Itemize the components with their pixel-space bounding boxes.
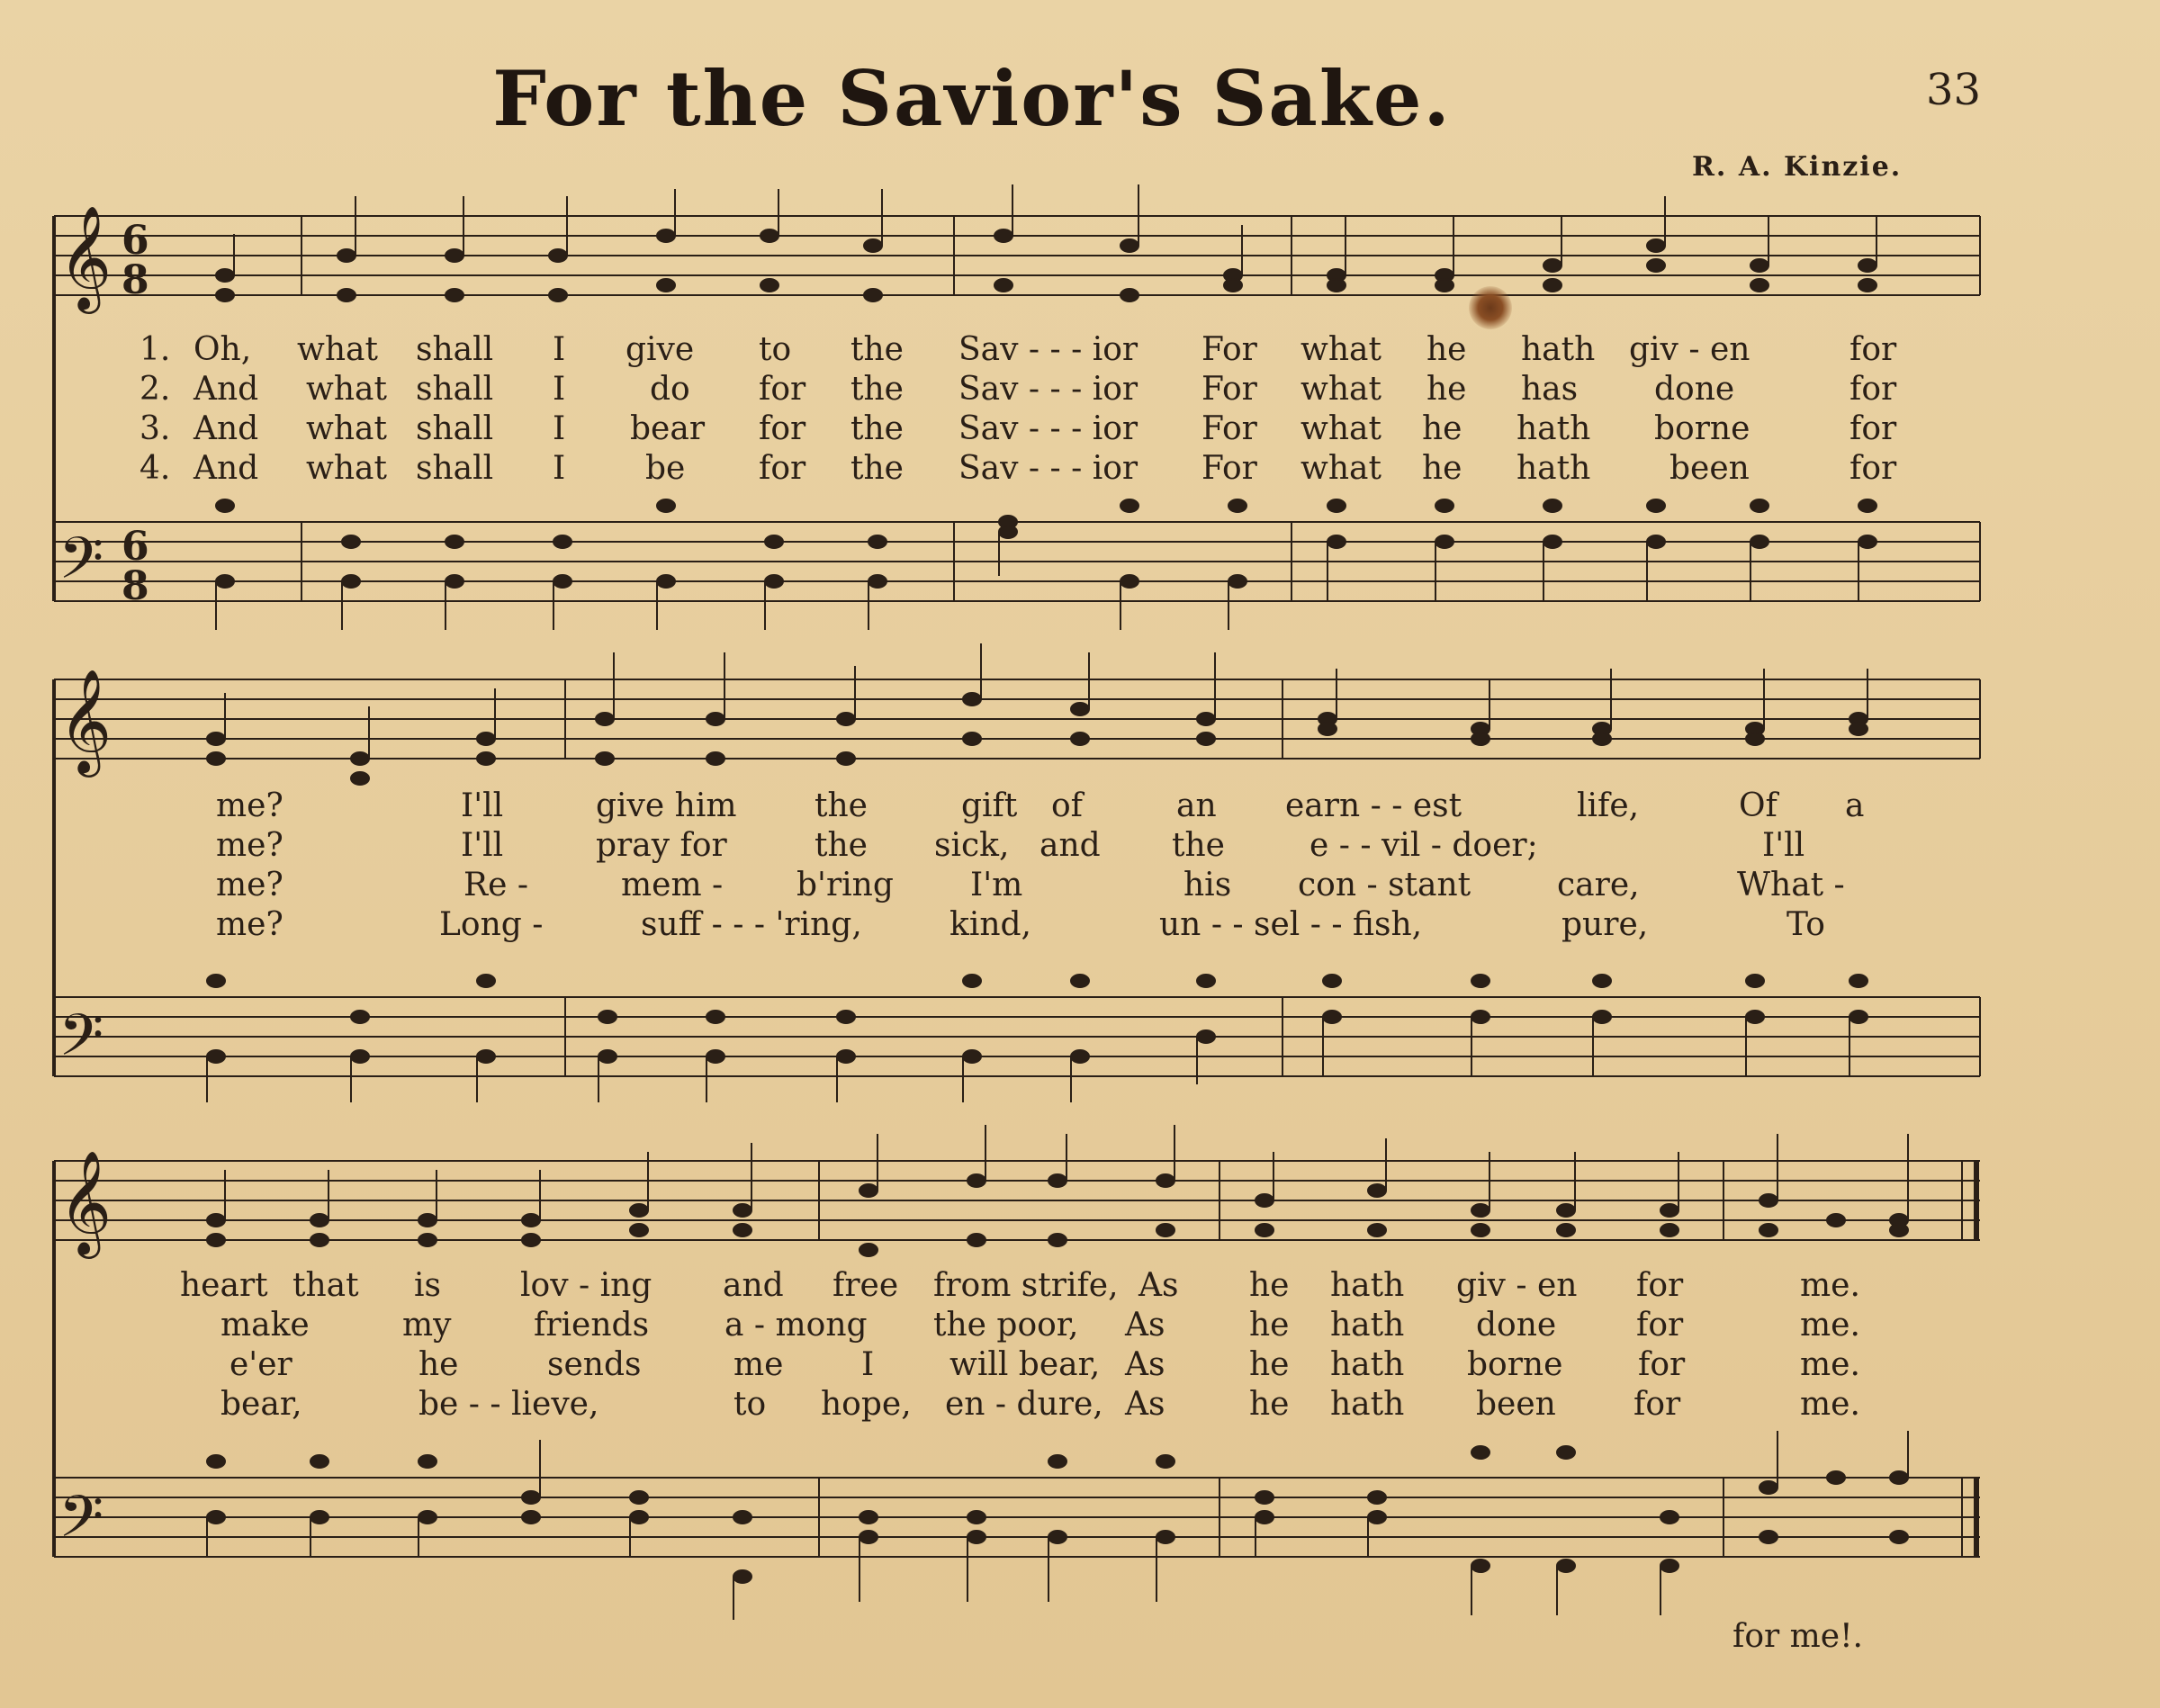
lyric-word: for — [1850, 331, 1897, 368]
lyric-word: a - mong — [724, 1307, 868, 1344]
lyric-word: gift — [961, 787, 1018, 824]
lyric-word: en - dure, — [945, 1386, 1103, 1423]
lyric-word: kind, — [950, 906, 1032, 943]
lyric-word: to — [734, 1386, 767, 1423]
svg-text:6: 6 — [122, 218, 149, 264]
music-system-3 — [0, 1125, 2160, 1629]
lyric-word: the poor, — [933, 1307, 1079, 1344]
lyric-word: giv - en — [1456, 1267, 1578, 1304]
lyric-word: Long - — [439, 906, 544, 943]
lyric-word: I — [861, 1346, 875, 1383]
lyric-word: me — [734, 1346, 784, 1383]
lyric-word: what — [1300, 331, 1382, 368]
lyric-word: done — [1476, 1307, 1557, 1344]
lyric-word: me. — [1800, 1386, 1860, 1423]
lyric-word: the — [814, 787, 868, 824]
lyric-word: what — [306, 410, 387, 447]
lyric-word: of — [1051, 787, 1083, 824]
lyric-word: for — [1850, 450, 1897, 487]
lyric-word: bear — [630, 410, 706, 447]
lyric-word: me? — [216, 787, 284, 824]
lyric-word: shall — [416, 331, 494, 368]
lyric-word: what — [297, 331, 378, 368]
lyric-word: hath — [1330, 1267, 1405, 1304]
svg-text:𝄢: 𝄢 — [58, 526, 104, 607]
lyric-word: As — [1125, 1346, 1166, 1383]
lyric-word: give him — [596, 787, 737, 824]
footnote-text: for me!. — [1732, 1618, 1864, 1655]
lyric-word: the — [850, 410, 904, 447]
svg-text:6: 6 — [122, 524, 149, 570]
lyric-word: what — [1300, 450, 1382, 487]
lyric-word: he — [1426, 331, 1467, 368]
lyric-word: me? — [216, 906, 284, 943]
lyric-word: he — [418, 1346, 459, 1383]
lyric-word: For — [1202, 410, 1257, 447]
lyric-word: earn - - est — [1285, 787, 1462, 824]
lyric-word: Sav - - - ior — [958, 410, 1138, 447]
lyric-word: my — [402, 1307, 452, 1344]
lyric-word: and — [723, 1267, 784, 1304]
svg-text:8: 8 — [122, 257, 149, 303]
lyric-word: is — [414, 1267, 441, 1304]
lyric-word: b'ring — [796, 867, 894, 903]
lyric-word: for — [1636, 1267, 1684, 1304]
lyric-word: I — [553, 331, 566, 368]
lyric-word: Oh, — [194, 331, 252, 368]
lyric-word: an — [1176, 787, 1217, 824]
lyric-word: the — [1172, 827, 1225, 864]
svg-text:8: 8 — [122, 563, 149, 609]
lyric-word: from strife, — [933, 1267, 1119, 1304]
lyric-word: As — [1125, 1307, 1166, 1344]
music-system-1: 𝄞 𝄢 6 8 6 8 1. Oh, what shall I give to the Sav - - - ior For what he hath giv - en for 2. And what shall I do for the Sav - - - ior For what he has done for 3. And what shall I bear for the Sav - - - ior For what he hath borne for 4. And what shall I be for the Sav - - - ior For what he hath been for — [0, 171, 2160, 648]
lyric-word: the — [850, 450, 904, 487]
lyric-word: care, — [1557, 867, 1640, 903]
lyric-word: and — [1040, 827, 1101, 864]
lyric-word: to — [759, 331, 792, 368]
lyric-word: he — [1249, 1267, 1290, 1304]
lyric-word: he — [1422, 450, 1462, 487]
lyric-word: the — [850, 331, 904, 368]
lyric-word: hath — [1516, 410, 1591, 447]
lyric-word: hath — [1521, 331, 1596, 368]
lyric-word: make — [220, 1307, 310, 1344]
lyric-word: shall — [416, 450, 494, 487]
lyric-word: As — [1125, 1386, 1166, 1423]
lyric-word: he — [1249, 1386, 1290, 1423]
lyric-word: what — [306, 371, 387, 408]
lyric-word: for — [759, 371, 806, 408]
lyric-word: I — [553, 371, 566, 408]
lyric-word: And — [194, 450, 259, 487]
lyric-word: For — [1202, 371, 1257, 408]
lyric-word: do — [650, 371, 690, 408]
lyric-word: what — [1300, 410, 1382, 447]
lyric-word: life, — [1577, 787, 1640, 824]
lyric-word: me. — [1800, 1346, 1860, 1383]
ink-stain — [1469, 286, 1512, 329]
lyric-word: friends — [534, 1307, 650, 1344]
lyric-word: bear, — [220, 1386, 302, 1423]
lyric-word: give — [626, 331, 695, 368]
lyric-word: con - stant — [1298, 867, 1472, 903]
lyric-word: I'll — [1762, 827, 1805, 864]
lyric-word: e'er — [230, 1346, 292, 1383]
lyric-word: for — [1636, 1307, 1684, 1344]
lyric-word: e - - vil - doer; — [1310, 827, 1538, 864]
lyric-word: pray for — [596, 827, 727, 864]
lyric-word: be — [645, 450, 686, 487]
lyric-word: for — [759, 450, 806, 487]
lyric-word: hath — [1330, 1346, 1405, 1383]
lyric-word: To — [1786, 906, 1825, 943]
lyric-word: he — [1249, 1307, 1290, 1344]
lyric-word: what — [1300, 371, 1382, 408]
lyric-word: be - - lieve, — [418, 1386, 599, 1423]
lyric-word: hath — [1330, 1386, 1405, 1423]
lyric-word: what — [306, 450, 387, 487]
lyric-word: I — [553, 450, 566, 487]
lyric-word: his — [1184, 867, 1232, 903]
lyric-word: for — [1850, 410, 1897, 447]
lyric-word: As — [1138, 1267, 1179, 1304]
lyric-word: Sav - - - ior — [958, 371, 1138, 408]
lyric-word: hath — [1516, 450, 1591, 487]
lyric-word: for — [759, 410, 806, 447]
lyric-word: that — [292, 1267, 359, 1304]
lyric-word: me? — [216, 867, 284, 903]
lyric-word: shall — [416, 410, 494, 447]
lyric-word: I'll — [461, 827, 504, 864]
svg-text:𝄢: 𝄢 — [58, 1002, 104, 1083]
lyric-word: the — [850, 371, 904, 408]
lyric-word: he — [1426, 371, 1467, 408]
lyric-word: pure, — [1562, 906, 1649, 943]
lyric-word: hope, — [821, 1386, 912, 1423]
lyric-word: me? — [216, 827, 284, 864]
lyric-word: Sav - - - ior — [958, 450, 1138, 487]
lyric-word: I — [553, 410, 566, 447]
lyric-word: I'm — [970, 867, 1023, 903]
lyric-word: lov - ing — [520, 1267, 652, 1304]
lyric-word: I'll — [461, 787, 504, 824]
lyric-word: been — [1670, 450, 1750, 487]
lyric-word: has — [1521, 371, 1579, 408]
lyric-word: me. — [1800, 1307, 1860, 1344]
lyric-word: heart — [180, 1267, 268, 1304]
lyric-word: Sav - - - ior — [958, 331, 1138, 368]
lyric-word: Re - — [464, 867, 529, 903]
svg-text:𝄢: 𝄢 — [58, 1484, 104, 1565]
music-system-2 — [0, 643, 2160, 1111]
lyric-word: borne — [1654, 410, 1750, 447]
lyric-word: he — [1249, 1346, 1290, 1383]
lyric-word: sends — [547, 1346, 642, 1383]
composer-credit: R. A. Kinzie. — [1692, 151, 1903, 183]
svg-text:𝄞: 𝄞 — [58, 668, 112, 773]
lyric-word: a — [1845, 787, 1865, 824]
lyric-word: suff - - - 'ring, — [641, 906, 862, 943]
lyric-word: shall — [416, 371, 494, 408]
svg-text:𝄞: 𝄞 — [58, 1149, 112, 1254]
lyric-word: sick, — [934, 827, 1010, 864]
lyric-word: hath — [1330, 1307, 1405, 1344]
lyric-word: mem - — [621, 867, 724, 903]
lyric-word: will bear, — [950, 1346, 1101, 1383]
lyric-word: giv - en — [1629, 331, 1750, 368]
lyric-word: he — [1422, 410, 1462, 447]
lyric-word: And — [194, 371, 259, 408]
lyric-word: for — [1850, 371, 1897, 408]
hymn-title: For the Savior's Sake. — [492, 54, 1452, 143]
svg-text:𝄞: 𝄞 — [58, 204, 112, 310]
lyric-word: For — [1202, 450, 1257, 487]
lyric-word: What - — [1737, 867, 1845, 903]
lyric-word: un - - sel - - fish, — [1159, 906, 1423, 943]
page-number: 33 — [1926, 65, 1982, 115]
lyric-word: me. — [1800, 1267, 1860, 1304]
lyric-word: for — [1634, 1386, 1681, 1423]
lyric-word: And — [194, 410, 259, 447]
staff-notation-1 — [0, 171, 2160, 648]
lyric-word: been — [1476, 1386, 1556, 1423]
lyric-word: for — [1638, 1346, 1686, 1383]
lyric-word: For — [1202, 331, 1257, 368]
lyric-word: done — [1654, 371, 1735, 408]
lyric-word: the — [814, 827, 868, 864]
lyric-word: free — [832, 1267, 899, 1304]
lyric-word: borne — [1467, 1346, 1563, 1383]
lyric-word: Of — [1739, 787, 1778, 824]
